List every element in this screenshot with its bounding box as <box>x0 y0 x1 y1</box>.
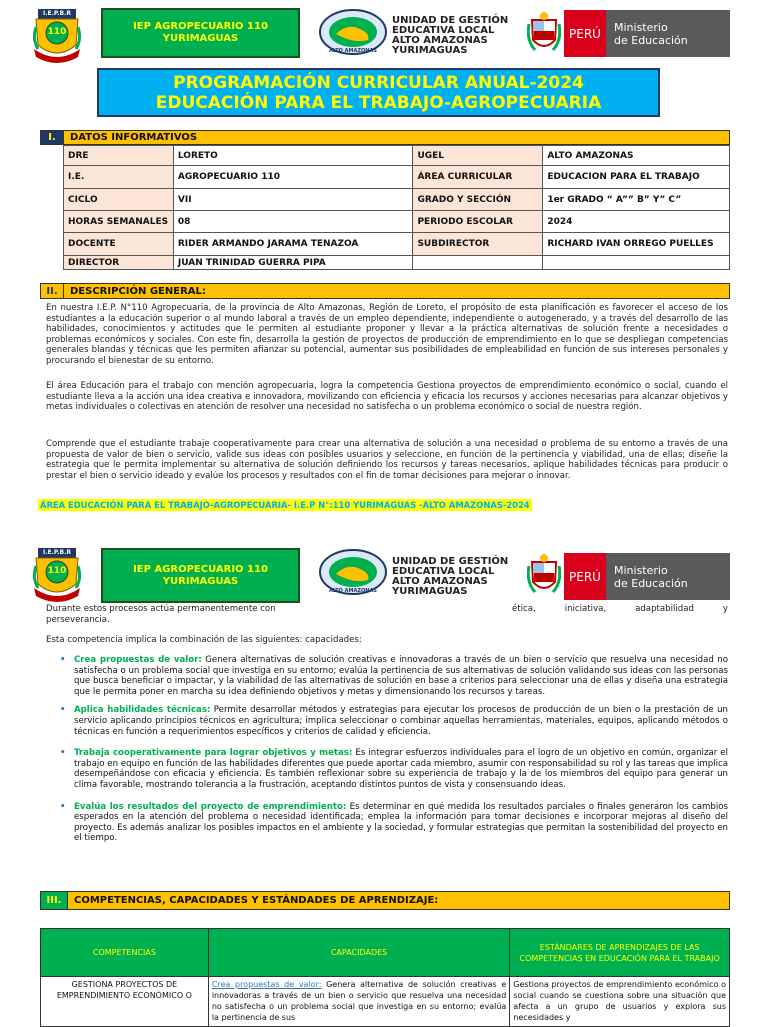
section-number: I. <box>41 131 64 144</box>
info-label: DIRECTOR <box>64 256 174 270</box>
ugel-logo-caption: ALTO AMAZONAS <box>329 588 377 594</box>
description-paragraph: Comprende que el estudiante trabaje cooperativamente para crear una alternativa de solución a una necesidad o problema de su entorno a través de una propuesta de valor de bien o servicio, valide sus ideas con posibles usuarios y seleccione, en función de la pertinencia y viabilidad, una de ellas; diseñe la estrategia que le permita implementar su alternativa de solución definiendo los recursos y tareas necesarios, aplique habilidades técnicas para producir o prestar el bien o servicio ideado y evalúe los procesos y resultados con el fin de tomar decisiones para mejorar o innovar. <box>46 439 728 481</box>
ugel-logo <box>318 548 388 600</box>
capacity-text: Permite desarrollar métodos y estrategias para ejecutar los procesos de producción de un bien o la prestación de un servicio aplicando principios técnicos en agricultura; implica seleccionar o combinar aquellas herramientas, materiales, equipos, aplicando métodos o técnicas en función a requerimientos específicos y criterios de calidad y eficiencia. <box>74 705 729 737</box>
info-value: EDUCACION PARA EL TRABAJO <box>543 166 730 189</box>
competency-cell: GESTIONA PROYECTOS DE EMPRENDIMIENTO ECONÓMICO O <box>41 977 209 1027</box>
info-value <box>543 256 730 270</box>
bullet-icon: • <box>60 801 66 812</box>
table-row <box>64 211 730 233</box>
minedu-logo <box>564 10 730 57</box>
table-row <box>64 166 730 189</box>
school-crest-logo <box>32 548 82 602</box>
bullet-icon: • <box>60 705 66 716</box>
bullet-icon: • <box>60 748 66 759</box>
info-value: 08 <box>173 211 413 233</box>
info-value: VII <box>173 189 413 211</box>
school-crest-logo <box>32 9 82 63</box>
school-crest-number: 110 <box>47 27 67 37</box>
column-header: COMPETENCIAS <box>41 929 209 977</box>
school-crest-label: I.E.P.B.R <box>43 549 71 556</box>
ministry-label: Ministerio de Educación <box>606 553 730 600</box>
intro-end: perseverancia. <box>46 615 110 625</box>
description-paragraph: En nuestra I.E.P. N°110 Agropecuaria, de la provincia de Alto Amazonas, Región de Loreto, el propósito de esta planificación es favorecer el acceso de los estudiantes a la educación superior o al mundo laboral a través de un empleo dependiente, independiente o autogenerado, y a través del desarrollo de las habilidades, conocimientos y actitudes que le permiten al estudiante proponer y llevar a la práctica alternativas de solución frente a necesidades o problemas económicos y sociales. Con este fin, desarrolla la gestión de proyectos de producción de emprendimiento en lo que se despliegan competencias generales blandas y técnicas que les permiten afianzar su potencial, aumentar sus posibilidades de empleabilidad en función de sus intereses personales y procurando el bienestar de su entorno. <box>46 303 728 366</box>
info-label: PERIODO ESCOLAR <box>413 211 543 233</box>
page-footer: ÁREA EDUCACIÓN PARA EL TRABAJO-AGROPECUARIA- I.E.P N°:110 YURIMAGUAS -ALTO AMAZONAS-2024 <box>40 500 530 510</box>
section-title: DESCRIPCIÓN GENERAL: <box>70 285 206 297</box>
ugel-title: UNIDAD DE GESTIÓN EDUCATIVA LOCAL ALTO AMAZONAS YURIMAGUAS <box>392 15 509 56</box>
table-row <box>64 146 730 166</box>
capacities-intro: Esta competencia implica la combinación de las siguientes: capacidades: <box>46 635 362 645</box>
table-row <box>64 233 730 256</box>
school-crest-number: 110 <box>47 566 67 576</box>
list-item <box>44 705 728 737</box>
ugel-logo <box>318 8 388 60</box>
iep-name: IEP AGROPECUARIO 110 YURIMAGUAS <box>133 563 268 587</box>
document-title <box>97 68 660 117</box>
iep-name-box <box>101 548 300 603</box>
section-title: COMPETENCIAS, CAPACIDADES Y ESTÁNDADES DE APRENDIZAJE: <box>74 895 439 906</box>
ministry-label: Ministerio de Educación <box>606 10 730 57</box>
info-label: ÁREA CURRICULAR <box>413 166 543 189</box>
ugel-title: UNIDAD DE GESTIÓN EDUCATIVA LOCAL ALTO AMAZONAS YURIMAGUAS <box>392 556 509 597</box>
table-row <box>41 977 730 1027</box>
bullet-icon: • <box>60 655 66 665</box>
table-row <box>64 189 730 211</box>
info-value: RIDER ARMANDO JARAMA TENAZOA <box>173 233 413 256</box>
info-label: DOCENTE <box>64 233 174 256</box>
capacity-text: Es integrar esfuerzos individuales para el logro de un objetivo en común, organizar el trabajo en equipo en función de las habilidades diferentes que puede aportar cada miembro, asumir con responsabilidad su rol y las tareas que implica desempeñándose con eficacia y eficiencia. Es también reflexionar sobre su experiencia de trabajo y la de los miembros del equipo para generar un clima favorable, mostrando tolerancia a la frustración, aceptando distintos puntos de vista y consensuando ideas. <box>74 748 728 790</box>
peru-label: PERÚ <box>564 10 606 57</box>
info-value: AGROPECUARIO 110 <box>173 166 413 189</box>
competencies-table <box>40 928 730 1027</box>
info-label: CICLO <box>64 189 174 211</box>
capacity-title: Crea propuestas de valor: <box>74 655 202 665</box>
capacity-title: Evalúa los resultados del proyecto de emprendimiento: <box>74 801 347 812</box>
table-header-row <box>41 929 730 977</box>
info-value: 2024 <box>543 211 730 233</box>
section-3-header <box>40 891 730 910</box>
section-2-header <box>40 283 730 299</box>
info-label: SUBDIRECTOR <box>413 233 543 256</box>
peru-coat-of-arms-icon <box>527 552 561 598</box>
list-item <box>44 802 728 844</box>
info-value: RICHARD IVAN ORREGO PUELLES <box>543 233 730 256</box>
capacity-text: Genera alternativas de solución creativas e innovadoras a través de un bien o servicio que resuelva una necesidad no satisfecha o un problema social que investiga en su entorno; evalúa la pertinencia de sus alternativas de solución validando sus ideas con las personas que busca beneficiar o impactar, y la viabilidad de las alternativas de solución en base a criterios para seleccionar una de ellas y diseña una estrategia que le permita poner en marcha su idea definiendo objetivos y metas y dimensionando los recursos y tareas. <box>74 655 728 697</box>
capacity-title: Trabaja cooperativamente para lograr objetivos y metas: <box>74 748 353 759</box>
info-label: GRADO Y SECCIÓN <box>413 189 543 211</box>
section-title: DATOS INFORMATIVOS <box>70 132 198 143</box>
section-1-header <box>40 130 730 145</box>
info-table <box>63 145 730 270</box>
info-value: ALTO AMAZONAS <box>543 146 730 166</box>
info-value: 1er GRADO “ A”” B” Y” C” <box>543 189 730 211</box>
info-label: UGEL <box>413 146 543 166</box>
column-header: ESTÁNDARES DE APRENDIZAJES DE LAS COMPETENCIAS EN EDUCACIÓN PARA EL TRABAJO <box>510 929 730 977</box>
capacity-title: Aplica habilidades técnicas: <box>74 705 211 716</box>
peru-label: PERÚ <box>564 553 606 600</box>
capacities-list <box>44 655 728 852</box>
description-paragraph: El área Educación para el trabajo con mención agropecuaria, logra la competencia Gestiona proyectos de emprendimiento económico o social, cuando el estudiante lleva a la acción una idea creativa e innovadora, movilizando con eficiencia y eficacia los recursos y acciones necesarias para alcanzar objetivos y metas individuales o colectivas en atención de resolver una necesidad no satisfecha o un problema económico o social de nuestra región. <box>46 381 728 413</box>
info-label <box>413 256 543 270</box>
section-number: III. <box>41 892 68 909</box>
info-label: DRE <box>64 146 174 166</box>
ugel-logo-caption: ALTO AMAZONAS <box>329 48 377 54</box>
iep-name: IEP AGROPECUARIO 110 YURIMAGUAS <box>133 21 268 44</box>
title-line-1: PROGRAMACIÓN CURRICULAR ANUAL-2024 <box>173 73 584 93</box>
list-item <box>44 748 728 790</box>
info-label: I.E. <box>64 166 174 189</box>
table-row <box>64 256 730 270</box>
capacity-link[interactable]: Crea propuestas de valor: <box>211 980 322 989</box>
intro-left: Durante estos procesos actúa permanentemente con <box>46 604 276 614</box>
column-header: CAPACIDADES <box>208 929 509 977</box>
title-line-2: EDUCACIÓN PARA EL TRABAJO-AGROPECUARIA <box>155 93 602 113</box>
info-value: LORETO <box>173 146 413 166</box>
peru-coat-of-arms-icon <box>527 10 561 56</box>
capacity-text: Es determinar en qué medida los resultados parciales o finales generaron los cambios esperados en la atención del problema o necesidad identificada; emplea la información para tomar decisiones e incorporar mejoras al diseño del proyecto. Es además analizar los posibles impactos en el ambiente y la sociedad, y formular estrategias que permitan la sostenibilidad del proyecto en el tiempo. <box>74 801 729 844</box>
intro-right: ética, iniciativa, adaptabilidad y <box>512 604 728 614</box>
list-item <box>44 655 728 697</box>
iep-name-box <box>101 8 300 58</box>
section-number: II. <box>41 284 64 298</box>
standard-cell: Gestiona proyectos de emprendimiento económico o social cuando se cuestiona sobre una situación que afecta a un grupo de usuarios y explora sus necesidades y <box>510 977 730 1027</box>
info-label: HORAS SEMANALES <box>64 211 174 233</box>
minedu-logo <box>564 553 730 600</box>
school-crest-label: I.E.P.B.R <box>43 10 71 17</box>
info-value: JUAN TRINIDAD GUERRA PIPA <box>173 256 413 270</box>
capacity-cell <box>208 977 509 1027</box>
capacity-cell-text: Genera alternativa de solución creativas e innovadoras a través de un bien o servicio que resuelva una necesidad no satisfecha o un problema social que investiga en su entorno; evalúa la pertinencia de sus <box>211 980 507 1022</box>
